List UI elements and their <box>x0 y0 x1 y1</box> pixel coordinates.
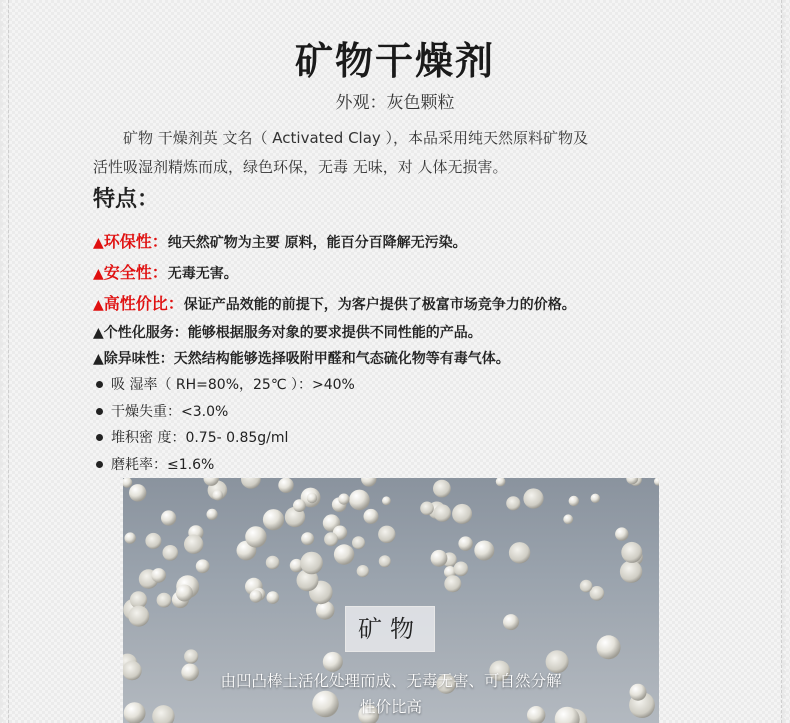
spec-absorption <box>93 374 355 394</box>
page-title: 矿物干燥剂 <box>294 39 495 83</box>
granule-shape <box>338 494 349 505</box>
granule-shape <box>433 480 451 498</box>
granule-shape <box>213 490 224 501</box>
granule-shape <box>621 542 642 563</box>
spec-text: 堆积密 度：0.75- 0.85g/ml <box>111 430 289 446</box>
intro-line-1: 矿物 干燥剂英 文名（ Activated Clay ），本品采用纯天然原料矿物及 <box>123 129 589 147</box>
granule-shape <box>503 614 519 630</box>
granule-shape <box>506 496 520 510</box>
granule-shape <box>378 526 395 543</box>
granule-shape <box>307 493 317 503</box>
granule-shape <box>184 649 198 663</box>
spec-bulk-density <box>93 427 288 447</box>
granule-shape <box>654 478 659 486</box>
granule-shape <box>176 585 193 602</box>
granule-shape <box>128 606 149 627</box>
bullet-icon <box>96 408 103 415</box>
granule-shape <box>580 580 593 593</box>
feature-safety <box>93 260 238 283</box>
triangle-marker-icon: ▲ <box>93 351 104 367</box>
granule-shape <box>207 509 218 520</box>
granule-shape <box>352 536 365 549</box>
spec-text: 磨耗率：≤1.6% <box>111 457 215 473</box>
granule-shape <box>301 532 314 545</box>
granule-shape <box>563 514 573 524</box>
caption-line-1: 由凹凸棒土活化处理而成、无毒无害、可自然分解 <box>220 672 562 690</box>
feature-text: 纯天然矿物为主要 原料，能百分百降解无污染。 <box>167 235 467 251</box>
granule-shape <box>300 552 323 575</box>
granule-shape <box>458 536 472 550</box>
feature-text: 除异味性：天然结构能够选择吸附甲醛和气态硫化物等有毒气体。 <box>103 351 510 367</box>
appearance-subtitle: 外观：灰色颗粒 <box>335 93 455 113</box>
intro-paragraph <box>93 124 703 182</box>
feature-text: 个性化服务：能够根据服务对象的要求提供不同性能的产品。 <box>103 325 482 341</box>
granule-shape <box>434 504 451 521</box>
granule-shape <box>196 559 210 573</box>
granule-shape <box>151 568 166 583</box>
granule-shape <box>293 499 306 512</box>
granule-shape <box>324 532 338 546</box>
granule-shape <box>145 533 161 549</box>
granule-shape <box>184 535 203 554</box>
granule-shape <box>597 635 621 659</box>
caption-line-2: 性价比高 <box>359 698 422 716</box>
granule-shape <box>129 484 146 501</box>
granule-shape <box>245 526 266 547</box>
granule-shape <box>431 550 448 567</box>
granule-shape <box>454 562 469 577</box>
granule-shape <box>364 509 379 524</box>
spec-drying-loss <box>93 401 228 421</box>
product-label-box: 矿物 <box>345 606 435 652</box>
granule-shape <box>569 496 579 506</box>
feature-label: 环保性： <box>103 232 168 251</box>
spec-text: 干燥失重：<3.0% <box>111 404 229 420</box>
triangle-marker-icon: ▲ <box>93 235 104 251</box>
granule-shape <box>379 555 391 567</box>
granule-shape <box>157 593 172 608</box>
granule-shape <box>267 591 280 604</box>
feature-deodorize <box>93 348 510 368</box>
intro-line-2: 活性吸湿剂精炼而成，绿色环保，无毒 无味，对 人体无损害。 <box>93 158 508 176</box>
feature-label: 安全性： <box>103 263 168 282</box>
bullet-icon <box>96 434 103 441</box>
granule-shape <box>523 488 543 508</box>
granule-shape <box>250 590 263 603</box>
feature-text: 保证产品效能的前提下，为客户提供了极富市场竞争力的价格。 <box>183 297 576 313</box>
granule-shape <box>509 542 530 563</box>
granule-shape <box>125 532 136 543</box>
granule-shape <box>161 510 176 525</box>
spec-text: 吸 湿率（ RH=80%，25℃ ）：>40% <box>111 377 355 393</box>
granule-shape <box>452 504 472 524</box>
granule-shape <box>163 545 179 561</box>
granule-shape <box>349 490 370 511</box>
spec-abrasion <box>93 454 214 474</box>
granule-shape <box>420 502 434 516</box>
feature-custom-service <box>93 322 482 342</box>
granule-shape <box>263 509 284 530</box>
granule-shape <box>361 478 376 487</box>
granule-shape <box>357 565 369 577</box>
feature-value <box>93 291 576 314</box>
granule-shape <box>278 478 293 493</box>
features-heading: 特点： <box>93 187 160 212</box>
granule-shape <box>241 478 261 489</box>
granule-shape <box>474 541 494 561</box>
granule-shape <box>620 561 642 583</box>
photo-caption <box>123 668 659 720</box>
granule-shape <box>334 544 354 564</box>
granule-shape <box>123 478 132 488</box>
granule-shape <box>266 556 280 570</box>
triangle-marker-icon: ▲ <box>93 297 104 313</box>
triangle-marker-icon: ▲ <box>93 266 104 282</box>
bullet-icon <box>96 381 103 388</box>
granule-shape <box>496 478 506 486</box>
granule-shape <box>444 575 461 592</box>
granule-shape <box>591 494 600 503</box>
bullet-icon <box>96 461 103 468</box>
granule-shape <box>615 527 628 540</box>
feature-text: 无毒无害。 <box>167 266 238 282</box>
feature-label: 高性价比： <box>103 294 184 313</box>
granule-shape <box>382 496 391 505</box>
feature-eco <box>93 229 467 252</box>
triangle-marker-icon: ▲ <box>93 325 104 341</box>
product-photo <box>123 478 659 723</box>
